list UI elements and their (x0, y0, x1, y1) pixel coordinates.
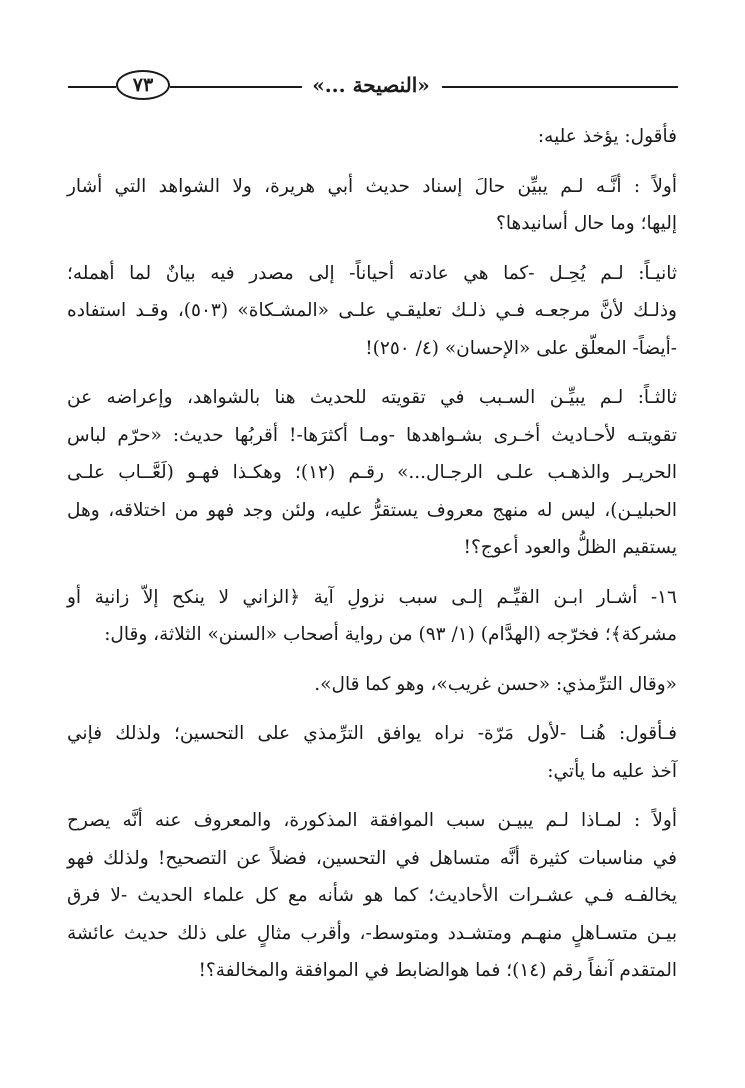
text-line: أولاً : لمـاذا لـم يبيـن سبب الموافقة المذكورة، والمعروف عنه أنَّه يصرح (67, 810, 677, 831)
page-body (67, 118, 677, 990)
text-line: إليها؛ وما حال أسانيدها؟ (496, 213, 677, 234)
text-line: في مناسبات كثيرة أنَّه متساهل في التحسين، فضلاً عن التصحيح! ولذلك فهو (67, 847, 677, 869)
paragraph (67, 255, 677, 368)
text-line: الحريـر والذهـب علـى الرجـال...» رقـم (١٢)؛ وهكـذا فهـو (لَعَّــاب علـى (67, 462, 677, 483)
paragraph (67, 168, 677, 243)
text-line: «وقال الترِّمذي: «حسن غريب»، وهو كما قال». (314, 673, 677, 695)
text-line: مشركة﴾؛ فخرّجه (الهدَّام) (١/ ٩٣) من رواية أصحاب «السنن» الثلاثة، وقال: (104, 624, 677, 645)
paragraph (67, 579, 677, 654)
text-line: بيـن متسـاهلٍ منهـم ومتشـدد ومتوسط-، وأقرب مثالٍ على ذلك حديث عائشة (67, 922, 677, 944)
paragraph (67, 379, 677, 567)
text-line: فـأقول: هُنـا -لأول مَرّة- نراه يوافق الترِّمذي على التحسين؛ ولذلك فإني (67, 723, 677, 744)
text-line: وذلـك لأنَّ مرجعـه فـي ذلـك تعليقـي علـى «المشـكاة» (٥٠٣)، وقـد استفاده (67, 300, 677, 321)
header-rule (170, 86, 302, 88)
text-line: المتقدم آنفاً رقم (١٤)؛ فما هوالضابط في الموافقة والمخالفة؟! (198, 960, 677, 981)
page-header (68, 62, 678, 108)
text-line: ١٦- أشـار ابـن القيِّـم إلـى سبب نزولِ آية ﴿الزاني لا ينكح إلاّ زانية أو (67, 586, 677, 608)
text-line: يخالفـه فـي عشـرات الأحاديث؛ كما هو شأنه مع كل علماء الحديث -لا فرق (67, 885, 677, 906)
paragraph (67, 802, 677, 990)
text-line: أولاً : أنَّـه لـم يبيِّن حالَ إسناد حديث أبي هريرة، ولا الشواهد التي أشار (67, 175, 677, 197)
running-title: «النصيحة ...» (312, 73, 430, 97)
page-number: ٧٣ (116, 70, 170, 100)
text-line: الحبليـن)، ليس له منهج معروف يستقرُّ عليه، ولئن وجد فهو من اختلاقه، وهل (67, 499, 677, 521)
text-line: ثالثـاً: لـم يبيِّـن السـبب في تقويته للحديث هنا بالشواهد، وإعراضه عن (67, 387, 677, 408)
header-rule (442, 86, 678, 88)
paragraph (67, 715, 677, 790)
text-line: آخذ عليه ما يأتي: (547, 760, 677, 782)
paragraph (67, 666, 677, 704)
text-line: -أيضاً- المعلّق على «الإحسان» (٤/ ٢٥٠)! (365, 337, 677, 359)
paragraph (67, 118, 677, 156)
text-line: تقويتـه لأحـاديث أخـرى بشـواهدها -ومـا أكثرَها-! أقربُها حديث: «حرّم لباس (67, 424, 677, 446)
text-line: فأقول: يؤخذ عليه: (537, 126, 677, 147)
text-line: ثانيـاً: لـم يُحِـل -كما هي عادته أحياناً- إلى مصدر فيه بيانٌ لما أهمله؛ (67, 262, 677, 284)
text-line: يستقيم الظلُّ والعود أعوج؟! (463, 537, 677, 558)
header-rule (68, 86, 116, 88)
